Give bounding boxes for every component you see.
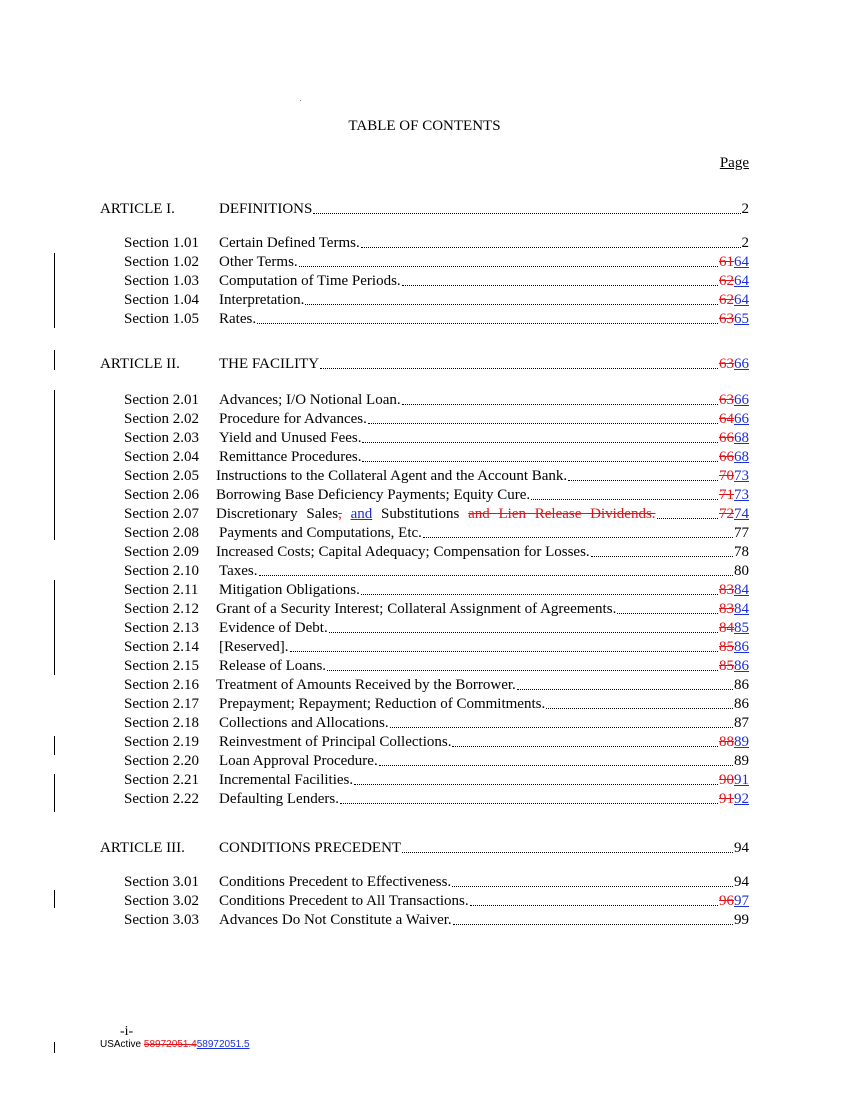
section-number: Section 2.11 [124, 582, 199, 598]
toc-row-section[interactable] [100, 290, 749, 309]
section-title: Interpretation. [219, 292, 305, 308]
new-page-number: 86 [734, 639, 749, 655]
page-number: 2 [741, 235, 749, 251]
section-number: Section 2.18 [124, 715, 199, 731]
page-column-header: Page [719, 155, 749, 171]
toc-row-section-2-07[interactable] [100, 504, 749, 523]
toc-row-section[interactable] [100, 599, 749, 618]
page-ref [719, 254, 749, 271]
dot-leader [313, 213, 740, 214]
dot-leader [362, 461, 718, 462]
old-page-number: 83 [719, 601, 734, 617]
dot-leader [320, 368, 718, 369]
new-page-number: 85 [734, 620, 749, 636]
old-page-number: 66 [719, 449, 734, 465]
page-ref [719, 893, 749, 910]
toc-row-section[interactable] [100, 675, 749, 694]
dot-leader [470, 905, 718, 906]
toc-row-section[interactable] [100, 770, 749, 789]
old-page-number: 85 [719, 639, 734, 655]
toc-row-section[interactable] [100, 789, 749, 808]
page-ref [719, 273, 749, 290]
article-number: ARTICLE I. [100, 201, 175, 217]
page-ref [734, 544, 749, 561]
toc-row-section[interactable] [100, 428, 749, 447]
section-number: Section 1.03 [124, 273, 199, 289]
page-ref [742, 201, 750, 218]
section-number: Section 1.05 [124, 311, 199, 327]
dot-leader [517, 689, 733, 690]
toc-row-article[interactable] [100, 838, 749, 857]
section-number: Section 3.03 [124, 912, 199, 928]
section-title: Computation of Time Periods. [219, 273, 401, 289]
page-number: 99 [734, 912, 749, 928]
page-ref [719, 356, 749, 373]
section-title: Defaulting Lenders. [219, 791, 339, 807]
section-number: Section 2.03 [124, 430, 199, 446]
old-page-number: 85 [719, 658, 734, 674]
footer-document-id: USActive 58972051.458972051.5 [100, 1039, 250, 1050]
dot-leader [568, 480, 718, 481]
dot-leader [305, 304, 718, 305]
new-page-number: 89 [734, 734, 749, 750]
section-title: Other Terms. [219, 254, 298, 270]
toc-row-section[interactable] [100, 252, 749, 271]
dot-leader [452, 746, 718, 747]
section-number: Section 2.15 [124, 658, 199, 674]
section-title: Conditions Precedent to Effectiveness. [219, 874, 452, 890]
page-number: 2 [741, 201, 749, 217]
article-title: DEFINITIONS [219, 201, 313, 217]
dot-leader [368, 423, 718, 424]
deleted-text: , [338, 506, 342, 522]
toc-row-article[interactable] [100, 199, 749, 218]
toc-row-section[interactable] [100, 447, 749, 466]
section-title: Conditions Precedent to All Transactions. [219, 893, 469, 909]
dot-leader [390, 727, 733, 728]
section-number: Section 2.16 [124, 677, 199, 693]
dot-leader [362, 442, 718, 443]
page-ref [719, 601, 749, 618]
section-number: Section 2.01 [124, 392, 199, 408]
section-number: Section 2.05 [124, 468, 199, 484]
dot-leader [402, 852, 733, 853]
page-number: 87 [734, 715, 749, 731]
page-ref [742, 235, 750, 252]
section-number: Section 2.19 [124, 734, 199, 750]
old-page-number: 84 [719, 620, 734, 636]
page-number: 80 [734, 563, 749, 579]
section-title: Release of Loans. [219, 658, 327, 674]
dot-leader [290, 651, 718, 652]
new-page-number: 73 [734, 468, 749, 484]
section-number: Section 2.17 [124, 696, 199, 712]
toc-row-section[interactable] [100, 466, 749, 485]
toc-row-section[interactable] [100, 233, 749, 252]
section-title: Advances Do Not Constitute a Waiver. [219, 912, 452, 928]
section-number: Section 2.20 [124, 753, 199, 769]
new-page-number: 73 [734, 487, 749, 503]
section-title: Treatment of Amounts Received by the Borrower. [216, 677, 516, 693]
toc-row-section[interactable] [100, 580, 749, 599]
new-page-number: 64 [734, 273, 749, 289]
deleted-text: and Lien Release Dividends. [468, 506, 656, 522]
page-number: 86 [734, 677, 749, 693]
article-title: THE FACILITY [219, 356, 320, 372]
page-ref [734, 563, 749, 580]
new-page-number: 86 [734, 658, 749, 674]
old-page-number: 88 [719, 734, 734, 750]
toc-row-section[interactable] [100, 872, 749, 891]
section-title: Discretionary Sales, and Substitutions and Lien Release Dividends. [216, 506, 656, 522]
new-page-number: 64 [734, 254, 749, 270]
toc-row-section[interactable] [100, 271, 749, 290]
page-ref [719, 620, 749, 637]
page-number: 78 [734, 544, 749, 560]
toc-row-section[interactable] [100, 637, 749, 656]
old-page-number: 71 [719, 487, 734, 503]
dot-leader [657, 518, 718, 519]
section-title: Taxes. [219, 563, 258, 579]
section-number: Section 2.04 [124, 449, 199, 465]
section-number: Section 2.02 [124, 411, 199, 427]
page-ref [734, 677, 749, 694]
dot-leader [423, 537, 733, 538]
section-number: Section 3.02 [124, 893, 199, 909]
toc-row-section[interactable] [100, 694, 749, 713]
new-page-number: 84 [734, 601, 749, 617]
section-title: Prepayment; Repayment; Reduction of Commitments. [219, 696, 546, 712]
toc-row-section[interactable] [100, 910, 749, 929]
old-page-number: 62 [719, 273, 734, 289]
page-ref [719, 791, 749, 808]
change-bar [54, 774, 55, 812]
new-page-number: 66 [734, 411, 749, 427]
inserted-text: and [350, 506, 373, 522]
dot-leader [340, 803, 718, 804]
new-page-number: 65 [734, 311, 749, 327]
section-number: Section 2.08 [124, 525, 199, 541]
page-ref [719, 734, 749, 751]
new-page-number: 84 [734, 582, 749, 598]
dot-leader [329, 632, 718, 633]
section-number: Section 1.02 [124, 254, 199, 270]
new-page-number: 92 [734, 791, 749, 807]
page-number: 94 [734, 874, 749, 890]
toc-title: TABLE OF CONTENTS [348, 118, 501, 134]
change-bar [54, 350, 55, 370]
article-number: ARTICLE II. [100, 356, 180, 372]
toc-row-section[interactable] [100, 891, 749, 910]
section-number: Section 2.06 [124, 487, 199, 503]
old-page-number: 90 [719, 772, 734, 788]
section-number: Section 2.13 [124, 620, 199, 636]
old-page-number: 64 [719, 411, 734, 427]
section-number: Section 3.01 [124, 874, 199, 890]
page-ref [734, 753, 749, 770]
toc-row-section[interactable] [100, 618, 749, 637]
change-bar [54, 1042, 55, 1053]
page-ref [734, 912, 749, 929]
section-number: Section 2.21 [124, 772, 199, 788]
old-page-number: 96 [719, 893, 734, 909]
section-title: Increased Costs; Capital Adequacy; Compensation for Losses. [216, 544, 590, 560]
section-title: Advances; I/O Notional Loan. [219, 392, 401, 408]
page-ref [734, 715, 749, 732]
page-ref [734, 874, 749, 891]
page-number: 89 [734, 753, 749, 769]
dot-leader [591, 556, 733, 557]
toc-row-section[interactable] [100, 751, 749, 770]
section-title: Procedure for Advances. [219, 411, 367, 427]
dot-leader [402, 285, 718, 286]
section-number: Section 1.01 [124, 235, 199, 251]
toc-row-section[interactable] [100, 542, 749, 561]
new-page-number: 66 [734, 392, 749, 408]
dot-leader [361, 247, 741, 248]
dot-leader [531, 499, 718, 500]
section-title: Evidence of Debt. [219, 620, 328, 636]
toc-row-section[interactable] [100, 309, 749, 328]
old-page-number: 91 [719, 791, 734, 807]
section-title: Collections and Allocations. [219, 715, 389, 731]
section-number: Section 2.07 [124, 506, 199, 522]
section-title: Rates. [219, 311, 257, 327]
dot-leader [299, 266, 718, 267]
toc-row-section[interactable] [100, 390, 749, 409]
toc-row-article[interactable] [100, 354, 749, 373]
section-title: Yield and Unused Fees. [219, 430, 362, 446]
section-number: Section 2.10 [124, 563, 199, 579]
dot-leader [327, 670, 718, 671]
old-page-number: 63 [719, 392, 734, 408]
section-number: Section 2.09 [124, 544, 199, 560]
section-title: [Reserved]. [219, 639, 289, 655]
toc-row-section[interactable] [100, 732, 749, 751]
page-ref [719, 311, 749, 328]
section-number: Section 2.22 [124, 791, 199, 807]
new-page-number: 97 [734, 893, 749, 909]
page-number: 77 [734, 525, 749, 541]
dot-leader [453, 924, 733, 925]
page-ref [719, 639, 749, 656]
change-bar [54, 736, 55, 755]
toc-row-section[interactable] [100, 656, 749, 675]
toc-row-section[interactable] [100, 485, 749, 504]
change-bar [54, 390, 55, 540]
section-title: Certain Defined Terms. [219, 235, 360, 251]
page-ref [719, 430, 749, 447]
section-title: Mitigation Obligations. [219, 582, 360, 598]
section-title: Remittance Procedures. [219, 449, 362, 465]
page-ref [719, 582, 749, 599]
section-title: Incremental Facilities. [219, 772, 354, 788]
section-title: Loan Approval Procedure. [219, 753, 378, 769]
dot-leader [354, 784, 718, 785]
deleted-id: 58972051.4 [143, 1039, 197, 1050]
page-ref: 7274 [719, 506, 749, 522]
page-ref [734, 696, 749, 713]
toc-row-section[interactable] [100, 713, 749, 732]
page-number: 94 [734, 840, 749, 856]
dot-leader [546, 708, 733, 709]
new-page-number: 68 [734, 430, 749, 446]
dot-leader [361, 594, 718, 595]
new-page-number: 64 [734, 292, 749, 308]
section-title: Borrowing Base Deficiency Payments; Equity Cure. [216, 487, 531, 503]
dot-leader [617, 613, 718, 614]
article-title: CONDITIONS PRECEDENT [219, 840, 402, 856]
page-ref [719, 487, 749, 504]
section-title: Instructions to the Collateral Agent and the Account Bank. [216, 468, 568, 484]
old-page-number: 63 [719, 356, 734, 372]
page-ref [719, 411, 749, 428]
inserted-id: 58972051.5 [196, 1039, 250, 1050]
section-title: Grant of a Security Interest; Collateral Assignment of Agreements. [216, 601, 617, 617]
old-page-number: 63 [719, 311, 734, 327]
page-ref [734, 525, 749, 542]
section-number: Section 2.14 [124, 639, 199, 655]
change-bar [54, 253, 55, 328]
dot-leader [452, 886, 733, 887]
page-ref [719, 449, 749, 466]
section-number: Section 1.04 [124, 292, 199, 308]
old-page-number: 66 [719, 430, 734, 446]
old-page-number: 61 [719, 254, 734, 270]
page-ref [719, 392, 749, 409]
change-bar [54, 580, 55, 675]
article-number: ARTICLE III. [100, 840, 185, 856]
page-ref [719, 772, 749, 789]
page-ref [719, 468, 749, 485]
page-number: 86 [734, 696, 749, 712]
toc-row-section[interactable] [100, 561, 749, 580]
dot-leader [259, 575, 733, 576]
dot-leader [402, 404, 718, 405]
new-page-number: 91 [734, 772, 749, 788]
old-page-number: 62 [719, 292, 734, 308]
change-bar [54, 890, 55, 908]
new-page-number: 66 [734, 356, 749, 372]
old-page-number: 83 [719, 582, 734, 598]
old-page-number: 70 [719, 468, 734, 484]
section-title: Reinvestment of Principal Collections. [219, 734, 452, 750]
scan-speck [300, 100, 301, 101]
section-title: Payments and Computations, Etc. [219, 525, 422, 541]
page-ref [719, 292, 749, 309]
toc-row-section[interactable] [100, 523, 749, 542]
new-page-number: 68 [734, 449, 749, 465]
footer-page-number: -i- [120, 1024, 134, 1039]
page-ref [734, 840, 749, 857]
toc-row-section[interactable] [100, 409, 749, 428]
section-number: Section 2.12 [124, 601, 199, 617]
dot-leader [379, 765, 733, 766]
dot-leader [257, 323, 718, 324]
page-ref [719, 658, 749, 675]
